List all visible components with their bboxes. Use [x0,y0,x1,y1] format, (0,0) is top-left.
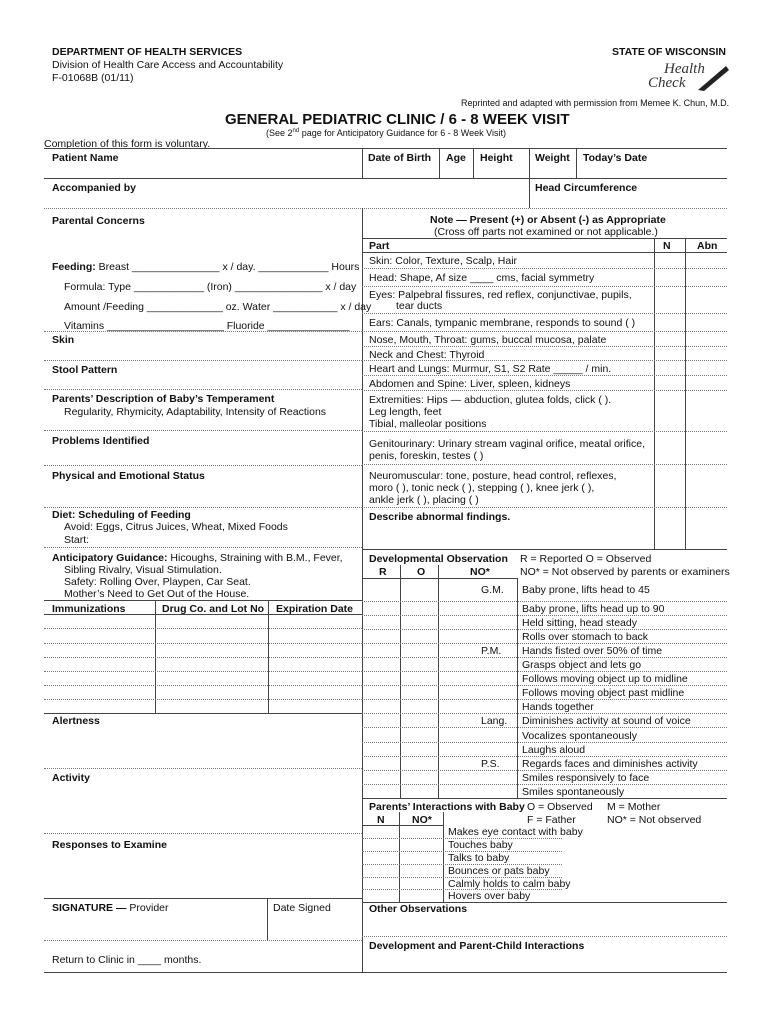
weight-field[interactable]: Weight [535,152,570,164]
ps-label: P.S. [481,758,500,770]
parents-interaction-title: Parents’ Interactions with Baby [369,801,525,813]
exam-row-neuromuscular-3: ankle jerk ( ), placing ( ) [369,494,479,506]
stool-pattern-label[interactable]: Stool Pattern [52,364,118,376]
exam-row-genitourinary-2: penis, foreskin, testes ( ) [369,450,484,462]
parent-item-2: Touches baby [448,839,513,851]
exam-row-neuromuscular: Neuromuscular: tone, posture, head control, reflexes, [369,470,617,482]
immunizations-header: Immunizations [52,603,126,615]
form-title: GENERAL PEDIATRIC CLINIC / 6 - 8 WEEK VISIT [225,111,570,128]
logo-swoosh-icon [696,64,730,92]
exam-row-skin: Skin: Color, Texture, Scalp, Hair [369,255,518,267]
gm-label: G.M. [481,584,504,596]
parents-legend-no: NO* = Not observed [607,814,702,826]
provider-label: Provider [126,902,169,914]
anticipatory-guidance-line-4: Mother’s Need to Get Out of the House. [64,588,250,600]
parent-item-3: Talks to baby [448,852,510,864]
exam-row-genitourinary: Genitourinary: Urinary stream vaginal orifice, meatal orifice, [369,438,646,450]
diet-label[interactable]: Diet: Scheduling of Feeding [52,509,191,521]
other-observations-label[interactable]: Other Observations [369,903,468,915]
dev-item-7: Follows moving object up to midline [522,673,688,685]
dev-item-1: Baby prone, lifts head to 45 [522,584,650,596]
amount-feeding-line[interactable]: Amount /Feeding _____________ oz. Water ___________ x / day [64,301,372,313]
parents-legend-m: M = Mother [607,801,661,813]
exam-row-extremities-3: Tibial, malleolar positions [369,418,487,430]
head-circumference-field[interactable]: Head Circumference [535,182,638,194]
vitamins-line[interactable]: Vitamins ____________________ Fluoride ______________ [64,320,350,332]
anticipatory-label: Anticipatory Guidance: [52,552,168,564]
problems-identified-label[interactable]: Problems Identified [52,435,150,447]
parents-no-header: NO* [412,814,432,826]
part-header: Part [369,240,390,252]
skin-label[interactable]: Skin [52,334,75,346]
date-signed-field[interactable]: Date Signed [273,902,331,914]
feeding-breast-text: Breast _______________ x / day. ____________ Hours [95,261,360,273]
todays-date-field[interactable]: Today’s Date [583,152,648,164]
parents-legend-o: O = Observed [527,801,593,813]
dev-item-5: Hands fisted over 50% of time [522,645,663,657]
alertness-label[interactable]: Alertness [52,715,100,727]
dev-item-2: Baby prone, lifts head up to 90 [522,603,665,615]
healthcheck-logo [640,62,730,96]
activity-label[interactable]: Activity [52,772,90,784]
temperament-sub: Regularity, Rhymicity, Adaptability, Intensity of Reactions [64,406,327,418]
logo-line-2: Check [648,75,686,91]
parents-n-header: N [377,814,385,826]
return-to-clinic[interactable]: Return to Clinic in ____ months. [52,954,202,966]
drug-co-header: Drug Co. and Lot No [162,603,265,615]
anticipatory-guidance-line-3: Safety: Rolling Over, Playpen, Car Seat. [64,576,251,588]
formula-line[interactable]: Formula: Type ____________ (Iron) _______________ x / day [64,281,357,293]
signature-provider-field[interactable] [52,902,169,914]
exam-row-eyes: Eyes: Palpebral fissures, red reflex, conjunctivae, pupils, [369,289,632,301]
lang-label: Lang. [481,715,508,727]
exam-row-extremities: Extremities: Hips — abduction, glutea folds, click ( ). [369,394,612,406]
exam-row-neck: Neck and Chest: Thyroid [369,349,485,361]
dev-o-header: O [417,566,426,578]
subtitle-sup: nd [292,128,300,134]
expiration-header: Expiration Date [276,603,354,615]
dev-observation-title: Developmental Observation [369,553,508,565]
physical-emotional-label[interactable]: Physical and Emotional Status [52,470,205,482]
abnormal-findings-label[interactable]: Describe abnormal findings. [369,511,511,523]
antic-text-1: Hicoughs, Straining with B.M., Fever, [167,552,343,564]
parental-concerns-label[interactable]: Parental Concerns [52,215,145,227]
dev-item-4: Rolls over stomach to back [522,631,649,643]
anticipatory-guidance-line-2: Sibling Rivalry, Visual Stimulation. [64,564,222,576]
dev-item-14: Smiles responsively to face [522,772,650,784]
height-field[interactable]: Height [480,152,513,164]
diet-avoid: Avoid: Eggs, Citrus Juices, Wheat, Mixed Foods [64,521,288,533]
parent-item-1: Makes eye contact with baby [448,826,583,838]
feeding-label: Feeding: [52,261,96,273]
exam-row-abdomen: Abdomen and Spine: Liver, spleen, kidneys [369,378,571,390]
parent-item-5: Calmly holds to calm baby [448,878,571,890]
date-of-birth-field[interactable]: Date of Birth [368,152,431,164]
feeding-breast-line[interactable] [52,261,359,273]
development-parent-child-label[interactable]: Development and Parent-Child Interactions [369,940,585,952]
normal-header: N [663,240,671,252]
subtitle-part-a: (See 2 [266,128,293,138]
dev-item-13: Regards faces and diminishes activity [522,758,698,770]
exam-row-head: Head: Shape, Af size ____ cms, facial symmetry [369,272,595,284]
patient-name-field[interactable]: Patient Name [52,152,119,164]
signature-label: SIGNATURE — [52,902,127,914]
state-name: STATE OF WISCONSIN [612,46,726,58]
exam-row-nose: Nose, Mouth, Throat: gums, buccal mucosa, palate [369,334,607,346]
exam-note: Note — Present (+) or Absent (-) as Appropriate [430,214,666,226]
abnormal-header: Abn [697,240,718,252]
reprint-note: Reprinted and adapted with permission from Memee K. Chun, M.D. [461,98,730,108]
exam-row-eyes-cont: tear ducts [396,300,443,312]
exam-row-heart: Heart and Lungs: Murmur, S1, S2 Rate _____ / min. [369,363,612,375]
diet-start[interactable]: Start: [64,534,90,546]
temperament-label[interactable]: Parents’ Description of Baby’s Temperament [52,393,275,405]
exam-row-neuromuscular-2: moro ( ), tonic neck ( ), stepping ( ), knee jerk ( ), [369,482,595,494]
accompanied-by-field[interactable]: Accompanied by [52,182,137,194]
voluntary-note: Completion of this form is voluntary. [44,138,211,150]
dev-legend-2: NO* = Not observed by parents or examiners [520,566,730,578]
parent-item-4: Bounces or pats baby [448,865,550,877]
parents-legend-f: F = Father [527,814,576,826]
pm-label: P.M. [481,645,502,657]
dev-item-6: Grasps object and lets go [522,659,642,671]
exam-row-ears: Ears: Canals, tympanic membrane, responds to sound ( ) [369,317,636,329]
exam-row-extremities-2: Leg length, feet [369,406,442,418]
age-field[interactable]: Age [446,152,466,164]
subtitle-part-b: page for Anticipatory Guidance for 6 - 8 Week Visit) [299,128,506,138]
dev-item-12: Laughs aloud [522,744,586,756]
logo-line-1: Health [664,61,705,77]
form-subtitle [266,128,506,138]
dev-item-9: Hands together [522,701,594,713]
dev-item-10: Diminishes activity at sound of voice [522,715,691,727]
dev-item-15: Smiles spontaneously [522,786,625,798]
form-number: F-01068B (01/11) [52,72,134,84]
dev-item-3: Held sitting, head steady [522,617,637,629]
dev-r-header: R [379,566,387,578]
department-name: DEPARTMENT OF HEALTH SERVICES [52,46,243,58]
anticipatory-guidance-line-1 [52,552,343,564]
dev-item-8: Follows moving object past midline [522,687,685,699]
dev-item-11: Vocalizes spontaneously [522,730,637,742]
dev-no-header: NO* [470,566,490,578]
responses-to-examine-label[interactable]: Responses to Examine [52,839,167,851]
dev-legend-1: R = Reported O = Observed [520,553,652,565]
parent-item-6: Hovers over baby [448,890,531,902]
division-name: Division of Health Care Access and Accountability [52,59,284,71]
exam-cross-note: (Cross off parts not examined or not applicable.) [434,226,658,238]
